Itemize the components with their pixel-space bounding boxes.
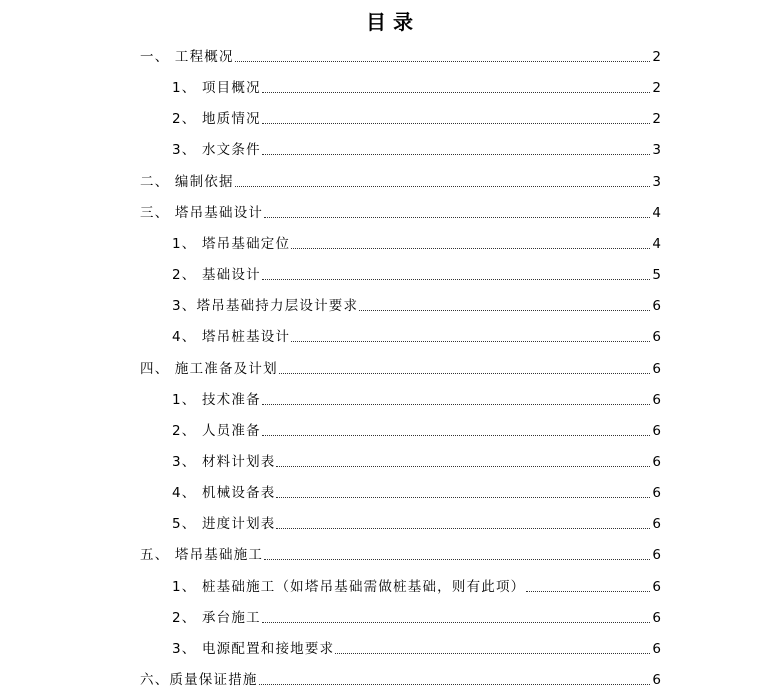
toc-entry[interactable] [172,512,661,532]
toc-entry[interactable] [140,201,661,221]
toc-entry-page-number: 6 [652,360,661,377]
toc-entry-page-number: 6 [652,391,661,408]
toc-entry[interactable] [140,357,661,377]
toc-dot-leader [276,497,650,498]
toc-entry[interactable] [172,107,661,127]
toc-dot-leader [335,653,650,654]
toc-dot-leader [276,528,650,529]
toc-entry-page-number: 6 [652,422,661,439]
toc-entry-page-number: 6 [652,329,661,346]
toc-entry[interactable] [172,263,661,283]
toc-entry[interactable] [140,668,661,688]
toc-entry[interactable] [172,294,661,314]
toc-entry-label: 3、塔吊基础持力层设计要求 [172,298,359,315]
toc-dot-leader [262,154,650,155]
toc-entry[interactable] [172,325,661,345]
toc-entry-label: 一、 工程概况 [140,49,234,65]
toc-entry-label: 2、 人员准备 [172,422,261,439]
toc-entry-label: 3、 电源配置和接地要求 [172,640,335,657]
toc-entry-label: 4、 机械设备表 [172,485,276,502]
toc-entry-page-number: 6 [652,547,661,564]
toc-dot-leader [262,279,650,280]
toc-entry-page-number: 6 [652,298,661,315]
toc-entry-label: 三、 塔吊基础设计 [140,204,264,221]
toc-entry-page-number: 6 [652,672,661,688]
toc-dot-leader [262,404,650,405]
toc-entry-label: 六、质量保证措施 [140,672,258,688]
toc-dot-leader [262,622,650,623]
toc-entry-label: 五、 塔吊基础施工 [140,547,264,564]
toc-dot-leader [235,61,650,62]
toc-entry[interactable] [172,575,661,595]
toc-entry-page-number: 6 [652,516,661,533]
toc-entry-page-number: 6 [652,453,661,470]
toc-dot-leader [235,186,650,187]
toc-dot-leader [262,435,650,436]
toc-entry-label: 1、 项目概况 [172,80,261,97]
toc-entry-label: 1、 技术准备 [172,391,261,408]
toc-entry[interactable] [140,543,661,563]
page-title: 目 录 [366,10,413,34]
toc-entry-label: 3、 水文条件 [172,142,261,159]
toc-entry-page-number: 6 [652,578,661,595]
toc-entry-page-number: 2 [652,80,661,97]
toc-dot-leader [259,684,650,685]
toc-dot-leader [279,373,650,374]
toc-entry-label: 2、 基础设计 [172,267,261,284]
toc-entry-page-number: 6 [652,640,661,657]
toc-entry[interactable] [172,76,661,96]
toc-dot-leader [262,123,650,124]
toc-dot-leader [276,466,650,467]
toc-entry-label: 二、 编制依据 [140,173,234,190]
toc-dot-leader [291,341,650,342]
toc-entry[interactable] [172,419,661,439]
toc-entry[interactable] [172,606,661,626]
toc-entry-label: 2、 承台施工 [172,609,261,626]
toc-dot-leader [264,217,650,218]
toc-entry[interactable] [172,138,661,158]
toc-entry-label: 4、 塔吊桩基设计 [172,329,291,346]
toc-entry[interactable] [172,450,661,470]
toc-entry[interactable] [140,45,661,65]
toc-entry-page-number: 2 [652,111,661,128]
toc-entry[interactable] [172,481,661,501]
toc-dot-leader [291,248,650,249]
toc-entry-page-number: 5 [652,267,661,284]
toc-entry-page-number: 2 [652,49,661,65]
toc-entry[interactable] [172,232,661,252]
toc-entry-page-number: 4 [652,235,661,252]
toc-entry-label: 5、 进度计划表 [172,516,276,533]
toc-entry[interactable] [172,637,661,657]
toc-entry-page-number: 3 [652,173,661,190]
toc-entry-label: 2、 地质情况 [172,111,261,128]
toc-entry-label: 1、 桩基础施工（如塔吊基础需做桩基础，则有此项） [172,578,526,595]
toc-entry-page-number: 3 [652,142,661,159]
toc-dot-leader [526,591,650,592]
toc-entry-page-number: 4 [652,204,661,221]
toc-dot-leader [262,92,650,93]
toc-dot-leader [264,559,650,560]
toc-entry-label: 1、 塔吊基础定位 [172,235,291,252]
toc-entry[interactable] [140,170,661,190]
toc-entry[interactable] [172,388,661,408]
toc-entry-label: 四、 施工准备及计划 [140,360,278,377]
toc-dot-leader [359,310,650,311]
toc-entry-page-number: 6 [652,485,661,502]
toc-entry-page-number: 6 [652,609,661,626]
toc-entry-label: 3、 材料计划表 [172,453,276,470]
